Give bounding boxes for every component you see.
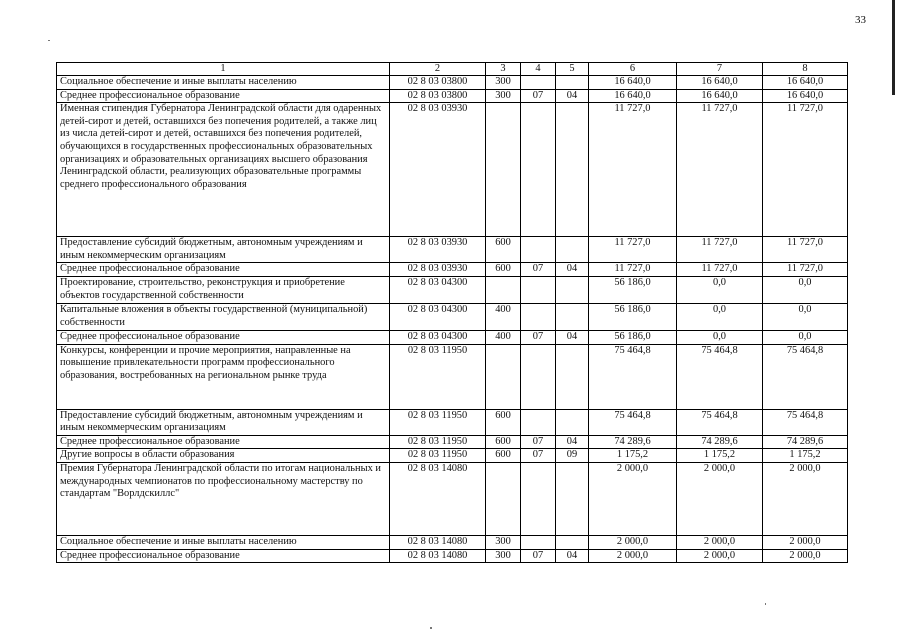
row-subsection-cell: [556, 276, 589, 303]
column-header: 2: [390, 63, 486, 76]
row-section-cell: 07: [521, 330, 556, 344]
row-value-7-cell: 75 464,8: [677, 409, 763, 435]
row-value-8-cell: 75 464,8: [763, 409, 848, 435]
row-value-6-cell: 2 000,0: [589, 549, 677, 563]
row-value-8-cell: 1 175,2: [763, 449, 848, 463]
row-type-cell: [486, 103, 521, 237]
table-row: [57, 549, 848, 563]
row-section-cell: 07: [521, 549, 556, 563]
row-subsection-cell: [556, 462, 589, 535]
row-type-cell: 300: [486, 76, 521, 90]
row-value-8-cell: 0,0: [763, 303, 848, 330]
row-code-cell: 02 8 03 04300: [390, 276, 486, 303]
column-header: 6: [589, 63, 677, 76]
table-row: [57, 276, 848, 303]
row-value-7-cell: 11 727,0: [677, 103, 763, 237]
row-type-cell: [486, 344, 521, 409]
row-name-cell: Среднее профессиональное образование: [57, 549, 390, 563]
row-name-cell: Среднее профессиональное образование: [57, 435, 390, 449]
table-header-row: [57, 63, 848, 76]
row-subsection-cell: 09: [556, 449, 589, 463]
row-value-7-cell: 74 289,6: [677, 435, 763, 449]
row-value-6-cell: 11 727,0: [589, 237, 677, 263]
table-row: [57, 449, 848, 463]
row-value-8-cell: 11 727,0: [763, 237, 848, 263]
row-subsection-cell: [556, 344, 589, 409]
row-value-6-cell: 11 727,0: [589, 263, 677, 277]
row-section-cell: 07: [521, 449, 556, 463]
row-subsection-cell: 04: [556, 435, 589, 449]
row-value-7-cell: 2 000,0: [677, 549, 763, 563]
row-section-cell: [521, 409, 556, 435]
row-value-8-cell: 11 727,0: [763, 263, 848, 277]
table-row: [57, 330, 848, 344]
row-value-8-cell: 2 000,0: [763, 535, 848, 549]
scan-edge-mark: [892, 0, 895, 95]
row-subsection-cell: [556, 409, 589, 435]
row-value-7-cell: 75 464,8: [677, 344, 763, 409]
row-value-6-cell: 11 727,0: [589, 103, 677, 237]
table-row: [57, 535, 848, 549]
table-row: [57, 76, 848, 90]
table-row: [57, 263, 848, 277]
column-header: 8: [763, 63, 848, 76]
row-value-7-cell: 1 175,2: [677, 449, 763, 463]
row-value-6-cell: 74 289,6: [589, 435, 677, 449]
row-section-cell: 07: [521, 263, 556, 277]
row-name-cell: Социальное обеспечение и иные выплаты населению: [57, 76, 390, 90]
row-name-cell: Предоставление субсидий бюджетным, автономным учреждениям и иным некоммерческим организациям: [57, 237, 390, 263]
row-section-cell: [521, 462, 556, 535]
row-value-7-cell: 2 000,0: [677, 462, 763, 535]
row-type-cell: [486, 276, 521, 303]
column-header: 7: [677, 63, 763, 76]
row-value-6-cell: 56 186,0: [589, 330, 677, 344]
row-type-cell: 600: [486, 435, 521, 449]
row-section-cell: [521, 276, 556, 303]
row-type-cell: 400: [486, 330, 521, 344]
column-header: 1: [57, 63, 390, 76]
row-type-cell: 600: [486, 449, 521, 463]
row-code-cell: 02 8 03 11950: [390, 409, 486, 435]
row-value-8-cell: 74 289,6: [763, 435, 848, 449]
row-value-8-cell: 11 727,0: [763, 103, 848, 237]
row-value-8-cell: 16 640,0: [763, 89, 848, 103]
row-subsection-cell: [556, 103, 589, 237]
row-name-cell: Конкурсы, конференции и прочие мероприятия, направленные на повышение привлекательности программ профессионального образования, востребованных на региональном рынке труда: [57, 344, 390, 409]
row-type-cell: 300: [486, 549, 521, 563]
row-code-cell: 02 8 03 04300: [390, 303, 486, 330]
row-code-cell: 02 8 03 14080: [390, 535, 486, 549]
row-code-cell: 02 8 03 11950: [390, 344, 486, 409]
row-value-6-cell: 2 000,0: [589, 535, 677, 549]
row-value-7-cell: 0,0: [677, 303, 763, 330]
row-name-cell: Предоставление субсидий бюджетным, автономным учреждениям и иным некоммерческим организациям: [57, 409, 390, 435]
row-type-cell: 600: [486, 237, 521, 263]
row-code-cell: 02 8 03 14080: [390, 549, 486, 563]
row-subsection-cell: [556, 535, 589, 549]
row-code-cell: 02 8 03 14080: [390, 462, 486, 535]
scan-speck: [430, 627, 432, 629]
row-code-cell: 02 8 03 03800: [390, 89, 486, 103]
row-type-cell: 600: [486, 409, 521, 435]
column-header: 4: [521, 63, 556, 76]
row-name-cell: Капитальные вложения в объекты государственной (муниципальной) собственности: [57, 303, 390, 330]
row-value-6-cell: 75 464,8: [589, 409, 677, 435]
row-value-7-cell: 0,0: [677, 330, 763, 344]
row-subsection-cell: [556, 303, 589, 330]
row-subsection-cell: 04: [556, 549, 589, 563]
column-header: 3: [486, 63, 521, 76]
row-value-7-cell: 16 640,0: [677, 76, 763, 90]
row-name-cell: Именная стипендия Губернатора Ленинградской области для одаренных детей-сирот и детей, оставшихся без попечения родителей, а также лиц из числа детей-сирот и детей, оставшихся без попечения родителей, обучающихся в государственных профессиональных образовательных организациях и образовательных организациях высшего образования Ленинградской области, реализующих образовательные программы среднего профессионального образования: [57, 103, 390, 237]
row-section-cell: 07: [521, 435, 556, 449]
table-row: [57, 344, 848, 409]
row-value-8-cell: 2 000,0: [763, 549, 848, 563]
row-section-cell: [521, 103, 556, 237]
scan-speck: [765, 603, 766, 605]
row-name-cell: Среднее профессиональное образование: [57, 263, 390, 277]
row-value-7-cell: 2 000,0: [677, 535, 763, 549]
table-row: [57, 462, 848, 535]
row-code-cell: 02 8 03 11950: [390, 449, 486, 463]
row-code-cell: 02 8 03 03930: [390, 263, 486, 277]
row-section-cell: [521, 535, 556, 549]
row-code-cell: 02 8 03 03930: [390, 237, 486, 263]
table-row: [57, 89, 848, 103]
table-row: [57, 435, 848, 449]
row-subsection-cell: [556, 76, 589, 90]
row-section-cell: [521, 344, 556, 409]
row-name-cell: Премия Губернатора Ленинградской области по итогам национальных и международных чемпионатов по профессиональному мастерству по стандартам "Ворлдскиллс": [57, 462, 390, 535]
row-type-cell: 400: [486, 303, 521, 330]
row-value-6-cell: 2 000,0: [589, 462, 677, 535]
row-type-cell: 300: [486, 89, 521, 103]
row-name-cell: Социальное обеспечение и иные выплаты населению: [57, 535, 390, 549]
row-type-cell: 600: [486, 263, 521, 277]
row-value-6-cell: 1 175,2: [589, 449, 677, 463]
row-section-cell: [521, 237, 556, 263]
row-value-8-cell: 0,0: [763, 276, 848, 303]
row-name-cell: Проектирование, строительство, реконструкция и приобретение объектов государственной собственности: [57, 276, 390, 303]
row-code-cell: 02 8 03 04300: [390, 330, 486, 344]
row-subsection-cell: 04: [556, 89, 589, 103]
page-number: 33: [855, 14, 866, 26]
row-value-6-cell: 16 640,0: [589, 89, 677, 103]
row-section-cell: [521, 303, 556, 330]
row-value-6-cell: 16 640,0: [589, 76, 677, 90]
table-row: [57, 409, 848, 435]
row-subsection-cell: [556, 237, 589, 263]
row-subsection-cell: 04: [556, 263, 589, 277]
row-subsection-cell: 04: [556, 330, 589, 344]
row-value-6-cell: 56 186,0: [589, 303, 677, 330]
column-header: 5: [556, 63, 589, 76]
budget-table: [56, 62, 848, 563]
row-type-cell: [486, 462, 521, 535]
row-value-7-cell: 11 727,0: [677, 237, 763, 263]
table-row: [57, 103, 848, 237]
row-section-cell: [521, 76, 556, 90]
row-value-7-cell: 11 727,0: [677, 263, 763, 277]
row-name-cell: Другие вопросы в области образования: [57, 449, 390, 463]
scan-speck: [48, 40, 50, 41]
table-row: [57, 237, 848, 263]
row-value-7-cell: 0,0: [677, 276, 763, 303]
row-value-6-cell: 75 464,8: [589, 344, 677, 409]
row-name-cell: Среднее профессиональное образование: [57, 89, 390, 103]
row-code-cell: 02 8 03 11950: [390, 435, 486, 449]
row-value-7-cell: 16 640,0: [677, 89, 763, 103]
row-value-8-cell: 75 464,8: [763, 344, 848, 409]
row-code-cell: 02 8 03 03930: [390, 103, 486, 237]
table-row: [57, 303, 848, 330]
row-value-8-cell: 0,0: [763, 330, 848, 344]
row-value-8-cell: 16 640,0: [763, 76, 848, 90]
row-section-cell: 07: [521, 89, 556, 103]
row-value-6-cell: 56 186,0: [589, 276, 677, 303]
row-value-8-cell: 2 000,0: [763, 462, 848, 535]
row-type-cell: 300: [486, 535, 521, 549]
row-name-cell: Среднее профессиональное образование: [57, 330, 390, 344]
row-code-cell: 02 8 03 03800: [390, 76, 486, 90]
